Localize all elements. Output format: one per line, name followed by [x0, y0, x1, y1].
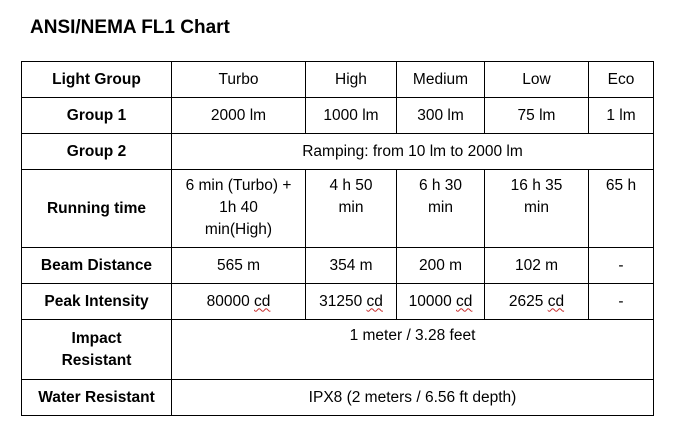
- cell-intensity-high: [306, 284, 397, 320]
- cell-beam-low: 102 m: [485, 248, 589, 284]
- table-row: [22, 134, 654, 170]
- intensity-medium-value: 10000: [408, 292, 452, 310]
- cell-intensity-eco: -: [589, 284, 654, 320]
- intensity-high-unit: cd: [366, 292, 383, 310]
- table-row: [22, 320, 654, 380]
- cell-beam-high: 354 m: [306, 248, 397, 284]
- cell-runtime-turbo: [172, 170, 306, 248]
- table-row: [22, 170, 654, 248]
- intensity-low-value: 2625: [508, 292, 544, 310]
- cell-group1-high: 1000 lm: [306, 98, 397, 134]
- runtime-low-line-1: 16 h 35: [510, 177, 563, 194]
- cell-runtime-low: [485, 170, 589, 248]
- table-row: [22, 248, 654, 284]
- header-medium: Medium: [397, 62, 485, 98]
- table-row: [22, 380, 654, 416]
- cell-intensity-low: [485, 284, 589, 320]
- table-header-row: [22, 62, 654, 98]
- cell-intensity-turbo: [172, 284, 306, 320]
- header-light-group: Light Group: [22, 62, 172, 98]
- runtime-low-line-2: min: [524, 199, 549, 216]
- cell-group2-ramping: Ramping: from 10 lm to 2000 lm: [172, 134, 654, 170]
- impact-label-line-2: Resistant: [61, 351, 132, 369]
- header-high: High: [306, 62, 397, 98]
- runtime-turbo-line-1: 6 min (Turbo) +: [185, 177, 292, 194]
- runtime-medium-line-2: min: [428, 199, 453, 216]
- cell-group1-low: 75 lm: [485, 98, 589, 134]
- cell-impact-value: 1 meter / 3.28 feet: [172, 320, 654, 380]
- table-row: [22, 284, 654, 320]
- row-label-peak-intensity: Peak Intensity: [22, 284, 172, 320]
- impact-label-line-1: Impact: [71, 329, 122, 347]
- cell-beam-medium: 200 m: [397, 248, 485, 284]
- cell-group1-medium: 300 lm: [397, 98, 485, 134]
- runtime-high-line-2: min: [338, 199, 364, 216]
- row-label-running-time: Running time: [22, 170, 172, 248]
- header-low: Low: [485, 62, 589, 98]
- row-label-water-resistant: Water Resistant: [22, 380, 172, 416]
- cell-runtime-high: [306, 170, 397, 248]
- runtime-turbo-line-2: 1h 40: [219, 199, 258, 216]
- header-turbo: Turbo: [172, 62, 306, 98]
- cell-runtime-medium: [397, 170, 485, 248]
- intensity-high-value: 31250: [319, 292, 363, 310]
- page-title: ANSI/NEMA FL1 Chart: [30, 17, 230, 38]
- intensity-turbo-value: 80000: [206, 292, 250, 310]
- row-label-impact-resistant: [22, 320, 172, 380]
- intensity-medium-unit: cd: [456, 292, 473, 310]
- runtime-high-line-1: 4 h 50: [329, 177, 373, 194]
- row-label-group-2: Group 2: [22, 134, 172, 170]
- row-label-group-1: Group 1: [22, 98, 172, 134]
- cell-group1-turbo: 2000 lm: [172, 98, 306, 134]
- cell-beam-turbo: 565 m: [172, 248, 306, 284]
- intensity-turbo-unit: cd: [254, 292, 271, 310]
- cell-water-value: IPX8 (2 meters / 6.56 ft depth): [172, 380, 654, 416]
- cell-beam-eco: -: [589, 248, 654, 284]
- table-row: [22, 98, 654, 134]
- cell-intensity-medium: [397, 284, 485, 320]
- cell-runtime-eco: 65 h: [589, 170, 654, 248]
- row-label-beam-distance: Beam Distance: [22, 248, 172, 284]
- header-eco: Eco: [589, 62, 654, 98]
- intensity-low-unit: cd: [547, 292, 565, 310]
- runtime-turbo-line-3: min(High): [204, 221, 273, 238]
- runtime-medium-line-1: 6 h 30: [418, 177, 463, 194]
- fl1-spec-table: [21, 61, 654, 416]
- cell-group1-eco: 1 lm: [589, 98, 654, 134]
